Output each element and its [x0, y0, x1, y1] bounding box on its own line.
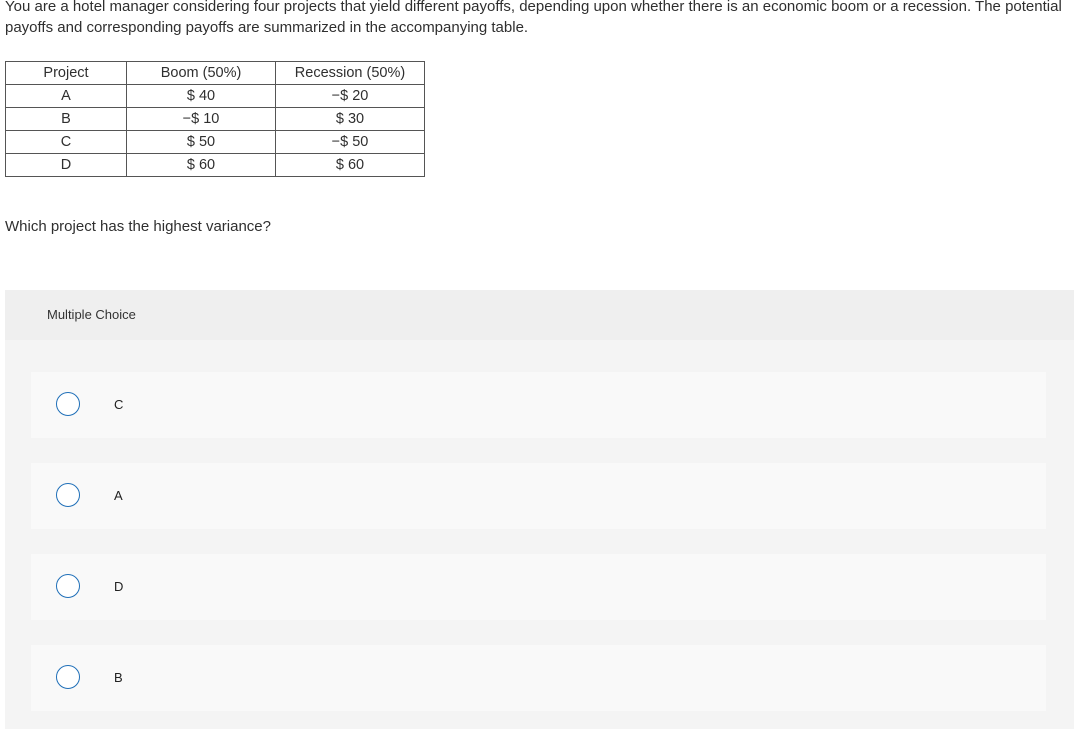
choice-option-d[interactable] [31, 554, 1046, 620]
choice-label: D [114, 579, 124, 594]
question-prompt: Which project has the highest variance? [5, 218, 271, 235]
multiple-choice-header [5, 290, 1074, 340]
question-intro-text: You are a hotel manager considering four projects that yield different payoffs, depending upon whether there is an economic boom or a recession. The potential payoffs and corresponding payoffs are summarized in the accompanying table. [5, 0, 1062, 36]
header-recession: Recession (50%) [276, 62, 425, 85]
cell-project: A [6, 85, 127, 108]
choice-option-a[interactable] [31, 463, 1046, 529]
table-row [6, 154, 425, 177]
cell-project: D [6, 154, 127, 177]
header-project: Project [6, 62, 127, 85]
table-row [6, 131, 425, 154]
radio-button-icon[interactable] [56, 392, 80, 416]
table-row [6, 85, 425, 108]
multiple-choice-panel [5, 290, 1074, 729]
cell-recession: $ 60 [276, 154, 425, 177]
radio-button-icon[interactable] [56, 665, 80, 689]
cell-recession: $ 30 [276, 108, 425, 131]
choice-option-c[interactable] [31, 372, 1046, 438]
cell-recession: −$ 20 [276, 85, 425, 108]
radio-button-icon[interactable] [56, 574, 80, 598]
cell-boom: $ 60 [127, 154, 276, 177]
cell-boom: $ 50 [127, 131, 276, 154]
choice-option-b[interactable] [31, 645, 1046, 711]
cell-boom: −$ 10 [127, 108, 276, 131]
radio-button-icon[interactable] [56, 483, 80, 507]
cell-recession: −$ 50 [276, 131, 425, 154]
table-header-row [6, 62, 425, 85]
choice-label: C [114, 397, 124, 412]
choice-label: A [114, 488, 123, 503]
table-row [6, 108, 425, 131]
cell-project: C [6, 131, 127, 154]
payoff-table [5, 61, 425, 177]
multiple-choice-title: Multiple Choice [47, 307, 136, 322]
header-boom: Boom (50%) [127, 62, 276, 85]
choice-label: B [114, 670, 123, 685]
cell-project: B [6, 108, 127, 131]
cell-boom: $ 40 [127, 85, 276, 108]
